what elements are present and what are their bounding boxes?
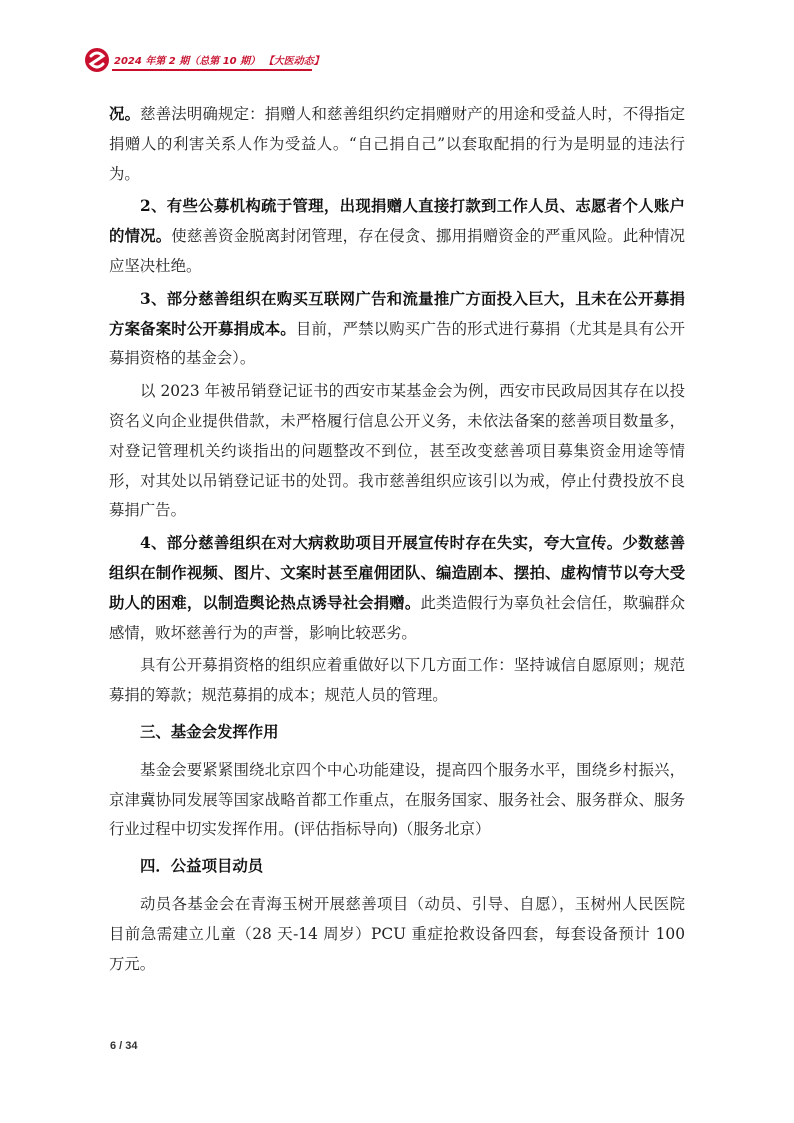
paragraph-4: 以 2023 年被吊销登记证书的西安市某基金会为例，西安市民政局因其存在以投资名义向企业提供借款，未严格履行信息公开义务，未依法备案的慈善项目数量多，对登记管理机关约谈指出的问题整改不到位，甚至改变慈善项目募集资金用途等情形，对其处以吊销登记证书的处罚。我市慈善组织应该引以为戒，停止付费投放不良募捐广告。 xyxy=(109,382,685,520)
paragraph-2: 2、有些公募机构疏于管理，出现捐赠人直接打款到工作人员、志愿者个人账户的情况。使慈善资金脱离封闭管理，存在侵贪、挪用捐赠资金的严重风险。此种情况应坚决杜绝。 xyxy=(109,197,685,275)
header-underline xyxy=(112,69,312,71)
section-heading-4: 四．公益项目动员 xyxy=(140,857,264,876)
paragraph-6: 具有公开募捐资格的组织应着重做好以下几方面工作：坚持诚信自愿原则；规范募捐的筹款；规范募捐的成本；规范人员的管理。 xyxy=(109,656,685,705)
page-number: 6 / 34 xyxy=(110,1040,138,1052)
journal-logo-icon xyxy=(84,47,110,73)
header-issue: 2024 年第 2 期（总第 10 期） 【大医动态】 xyxy=(114,56,324,67)
paragraph-1: 况。慈善法明确规定：捐赠人和慈善组织约定捐赠财产的用途和受益人时，不得指定捐赠人的利害关系人作为受益人。“自己捐自己”以套取配捐的行为是明显的违法行为。 xyxy=(109,105,685,183)
page-header xyxy=(84,47,324,75)
article-body xyxy=(109,100,685,982)
paragraph-8: 动员各基金会在青海玉树开展慈善项目（动员、引导、自愿），玉树州人民医院目前急需建立儿童（28 天-14 周岁）PCU 重症抢救设备四套，每套设备预计 100 万元。 xyxy=(109,894,685,973)
paragraph-3: 3、部分慈善组织在购买互联网广告和流量推广方面投入巨大，且未在公开募捐方案备案时公开募捐成本。目前，严禁以购买广告的形式进行募捐（尤其是具有公开募捐资格的基金会）。 xyxy=(109,289,685,368)
paragraph-5: 4、部分慈善组织在对大病救助项目开展宣传时存在失实，夸大宣传。少数慈善组织在制作视频、图片、文案时甚至雇佣团队、编造剧本、摆拍、虚构情节以夸大受助人的困难，以制造舆论热点诱导社会捐赠。此类造假行为辜负社会信任，欺骗群众感情，败坏慈善行为的声誉，影响比较恶劣。 xyxy=(109,534,685,642)
section-heading-3: 三、基金会发挥作用 xyxy=(140,722,279,741)
paragraph-7: 基金会要紧紧围绕北京四个中心功能建设，提高四个服务水平，围绕乡村振兴，京津冀协同发展等国家战略首都工作重点，在服务国家、服务社会、服务群众、服务行业过程中切实发挥作用。(评估指标导向)（服务北京） xyxy=(109,760,685,839)
